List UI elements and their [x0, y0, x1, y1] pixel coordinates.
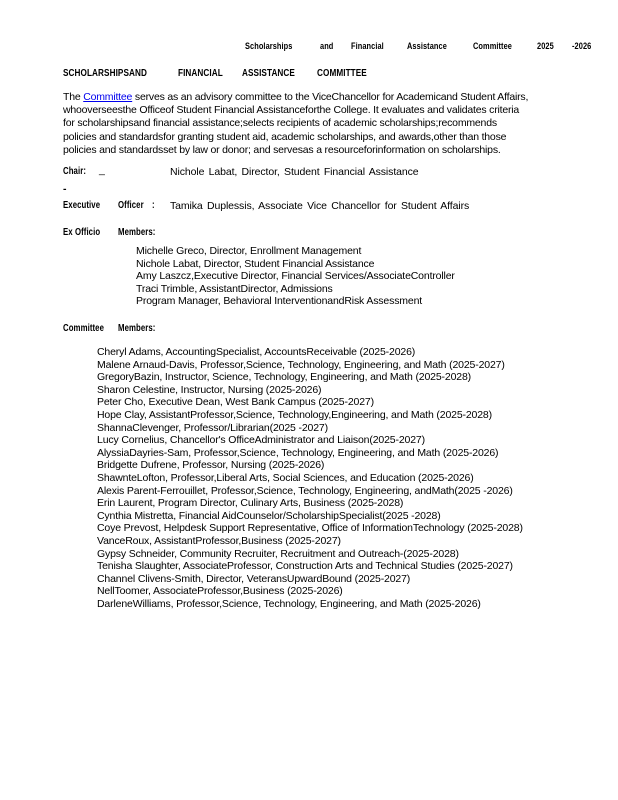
document-title-word: COMMITTEE: [317, 67, 367, 79]
ex-officio-members-label: Members:: [118, 227, 156, 238]
intro-text: serves as an advisory committee to the ViceChancellor for Academicand Student Affairs,: [132, 91, 529, 103]
ex-officio-member: Traci Trimble, AssistantDirector, Admissions: [136, 282, 333, 295]
document-title-word: ASSISTANCE: [242, 67, 296, 79]
committee-member: Coye Prevost, Helpdesk Support Representative, Office of InformationTechnology (2025-2028): [97, 522, 523, 535]
ex-officio-member: Nichole Labat, Director, Student Financial Assistance: [136, 257, 375, 270]
committee-member: VanceRoux, AssistantProfessor,Business (2025-2027): [97, 534, 341, 547]
ex-officio-list: [136, 245, 455, 308]
executive-officer-value: Tamika Duplessis, Associate Vice Chancellor for Student Affairs: [170, 200, 470, 212]
intro-line: policies and standardsset by law or donor; and servesas a resourceforinformation on scholarships.: [63, 143, 501, 156]
running-header-word: -2026: [572, 41, 592, 52]
running-header-word: Assistance: [407, 41, 448, 52]
committee-member: AlyssiaDayries-Sam, Professor,Science, Technology, Engineering, and Math (2025-2026): [97, 446, 499, 459]
intro-line: whooverseesthe Officeof Student Financial Assistanceforthe College. It evaluates and validates criteria: [63, 104, 520, 117]
intro-line: policies and standardsfor granting student aid, academic scholarships, and awards,other than those: [63, 130, 507, 143]
document-title: [63, 67, 381, 79]
intro-line: [63, 91, 573, 104]
committee-member: Bridgette Dufrene, Professor, Nursing (2025-2026): [97, 459, 325, 472]
intro-text: The: [63, 91, 84, 103]
committee-member: Tenisha Slaughter, AssociateProfessor, Construction Arts and Technical Studies (2025-2027): [97, 560, 513, 573]
committee-member: NellToomer, AssociateProfessor,Business (2025-2026): [97, 585, 343, 598]
committee-member: Lucy Cornelius, Chancellor's OfficeAdministrator and Liaison(2025-2027): [97, 434, 425, 447]
committee-members-label: Committee: [63, 323, 105, 334]
committee-link[interactable]: Committee: [83, 91, 133, 103]
committee-member: Alexis Parent-Ferrouillet, Professor,Science, Technology, Engineering, andMath(2025 -2026): [97, 484, 513, 497]
committee-member: Erin Laurent, Program Director, Culinary Arts, Business (2025-2028): [97, 497, 404, 510]
committee-member: Cheryl Adams, AccountingSpecialist, AccountsReceivable (2025-2026): [97, 346, 416, 358]
committee-member: Malene Arnaud-Davis, Professor,Science, Technology, Engineering, and Math (2025-2027): [97, 358, 505, 371]
committee-member: Peter Cho, Executive Dean, West Bank Campus (2025-2027): [97, 396, 374, 409]
chair-blank-mark: _: [99, 164, 105, 176]
committee-member: GregoryBazin, Instructor, Science, Technology, Engineering, and Math (2025-2028): [97, 371, 472, 384]
executive-officer-colon: :: [152, 200, 155, 211]
committee-members-list: [97, 346, 523, 610]
intro-line: for scholarshipsand financial assistance;selects recipients of academic scholarships;recommends: [63, 117, 497, 130]
running-header-word: 2025: [536, 41, 554, 52]
committee-member: DarleneWilliams, Professor,Science, Technology, Engineering, and Math (2025-2026): [97, 597, 481, 610]
executive-officer-label: Officer: [118, 200, 144, 211]
ex-officio-member: Program Manager, Behavioral InterventionandRisk Assessment: [136, 295, 423, 308]
committee-members-label: Members:: [118, 323, 156, 334]
document-title-word: SCHOLARSHIPSAND: [63, 67, 147, 79]
committee-member: Sharon Celestine, Instructor, Nursing (2025-2026): [97, 383, 322, 396]
stray-mark: -: [63, 183, 67, 195]
committee-member: ShannaClevenger, Professor/Librarian(2025 -2027): [97, 421, 328, 434]
committee-member: Hope Clay, AssistantProfessor,Science, Technology,Engineering, and Math (2025-2028): [97, 408, 492, 421]
running-header-word: Scholarships: [245, 41, 293, 52]
ex-officio-label: Ex Officio: [63, 227, 101, 238]
executive-officer-label: Executive: [63, 200, 101, 211]
chair-label: Chair:: [63, 166, 87, 177]
chair-value: Nichole Labat, Director, Student Financial Assistance: [170, 166, 419, 178]
ex-officio-member: Michelle Greco, Director, Enrollment Management: [136, 245, 362, 257]
running-header: [245, 41, 597, 52]
committee-member: Channel Clivens-Smith, Director, VeteransUpwardBound (2025-2027): [97, 572, 411, 585]
running-header-word: Financial: [351, 41, 384, 52]
committee-member: Gypsy Schneider, Community Recruiter, Recruitment and Outreach-(2025-2028): [97, 547, 459, 560]
committee-member: Cynthia Mistretta, Financial AidCounselor/ScholarshipSpecialist(2025 -2028): [97, 509, 441, 522]
document-title-word: FINANCIAL: [177, 67, 223, 79]
intro-paragraph: [63, 91, 573, 157]
ex-officio-member: Amy Laszcz,Executive Director, Financial Services/AssociateController: [136, 270, 455, 283]
running-header-word: and: [319, 41, 334, 52]
committee-member: ShawnteLofton, Professor,Liberal Arts, Social Sciences, and Education (2025-2026): [97, 471, 474, 484]
running-header-word: Committee: [472, 41, 512, 52]
